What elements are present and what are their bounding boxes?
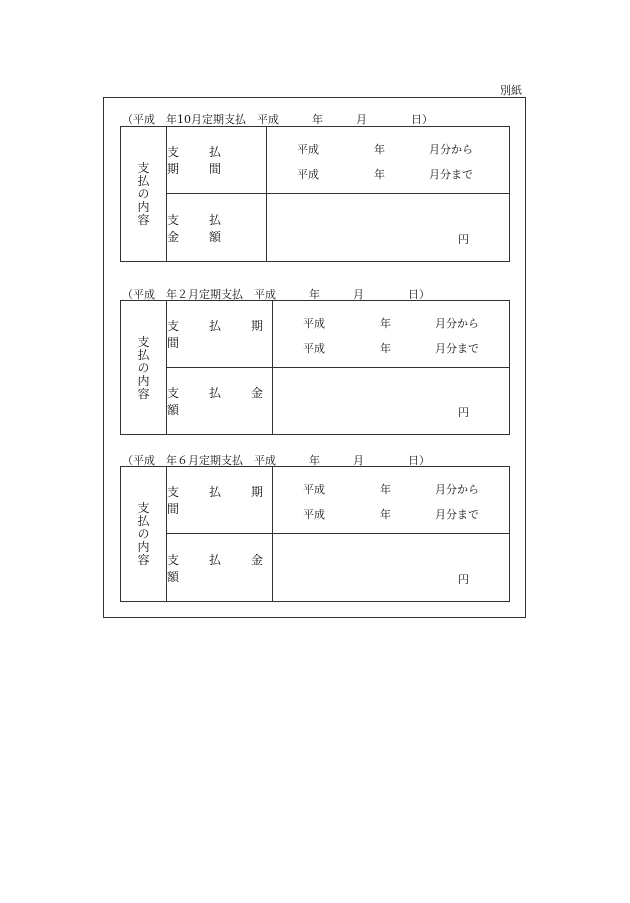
section-header: （平成 年２月定期支払 平成 年 月 日） xyxy=(122,288,430,301)
payment-table xyxy=(120,466,510,602)
period-from: 平成 年 月分から xyxy=(303,483,479,496)
amount-value-cell xyxy=(267,194,509,261)
amount-value-cell xyxy=(273,368,509,435)
payment-content-label: 支払の内容 xyxy=(136,501,150,567)
attachment-label: 別紙 xyxy=(500,84,522,97)
period-to: 平成 年 月分まで xyxy=(303,342,479,355)
period-label-cell xyxy=(167,127,267,194)
yen-unit: 円 xyxy=(458,233,469,246)
vertical-label-cell xyxy=(121,301,167,434)
vertical-label-cell xyxy=(121,127,167,261)
amount-value-cell xyxy=(273,534,509,601)
period-label-cell xyxy=(167,467,294,534)
form-frame xyxy=(103,97,526,618)
amount-label: 支 払 金 額 xyxy=(167,212,252,244)
period-label: 支 払 期 間 xyxy=(167,145,252,176)
period-value-cell xyxy=(273,301,509,368)
vertical-label-cell xyxy=(121,467,167,601)
period-value-cell xyxy=(267,127,509,194)
yen-unit: 円 xyxy=(458,406,469,419)
period-to: 平成 年 月分まで xyxy=(303,508,479,521)
section-header: （平成 年10月定期支払 平成 年 月 日） xyxy=(122,113,433,126)
period-from: 平成 年 月分から xyxy=(303,317,479,330)
period-value-cell xyxy=(273,467,509,534)
payment-table xyxy=(120,126,510,262)
payment-table xyxy=(120,300,510,435)
amount-label-cell xyxy=(167,194,267,261)
period-to: 平成 年 月分まで xyxy=(297,168,473,181)
yen-unit: 円 xyxy=(458,573,469,586)
amount-label-cell xyxy=(167,534,294,601)
amount-label-cell xyxy=(167,368,294,435)
period-label-cell xyxy=(167,301,294,368)
period-from: 平成 年 月分から xyxy=(297,143,473,156)
section-header: （平成 年６月定期支払 平成 年 月 日） xyxy=(122,454,430,467)
payment-content-label: 支払の内容 xyxy=(136,335,150,400)
period-label: 支 払 期 間 xyxy=(167,485,294,516)
period-label: 支 払 期 間 xyxy=(167,318,294,350)
amount-label: 支 払 金 額 xyxy=(167,385,294,417)
amount-label: 支 払 金 額 xyxy=(167,552,294,584)
payment-content-label: 支払の内容 xyxy=(136,161,150,227)
